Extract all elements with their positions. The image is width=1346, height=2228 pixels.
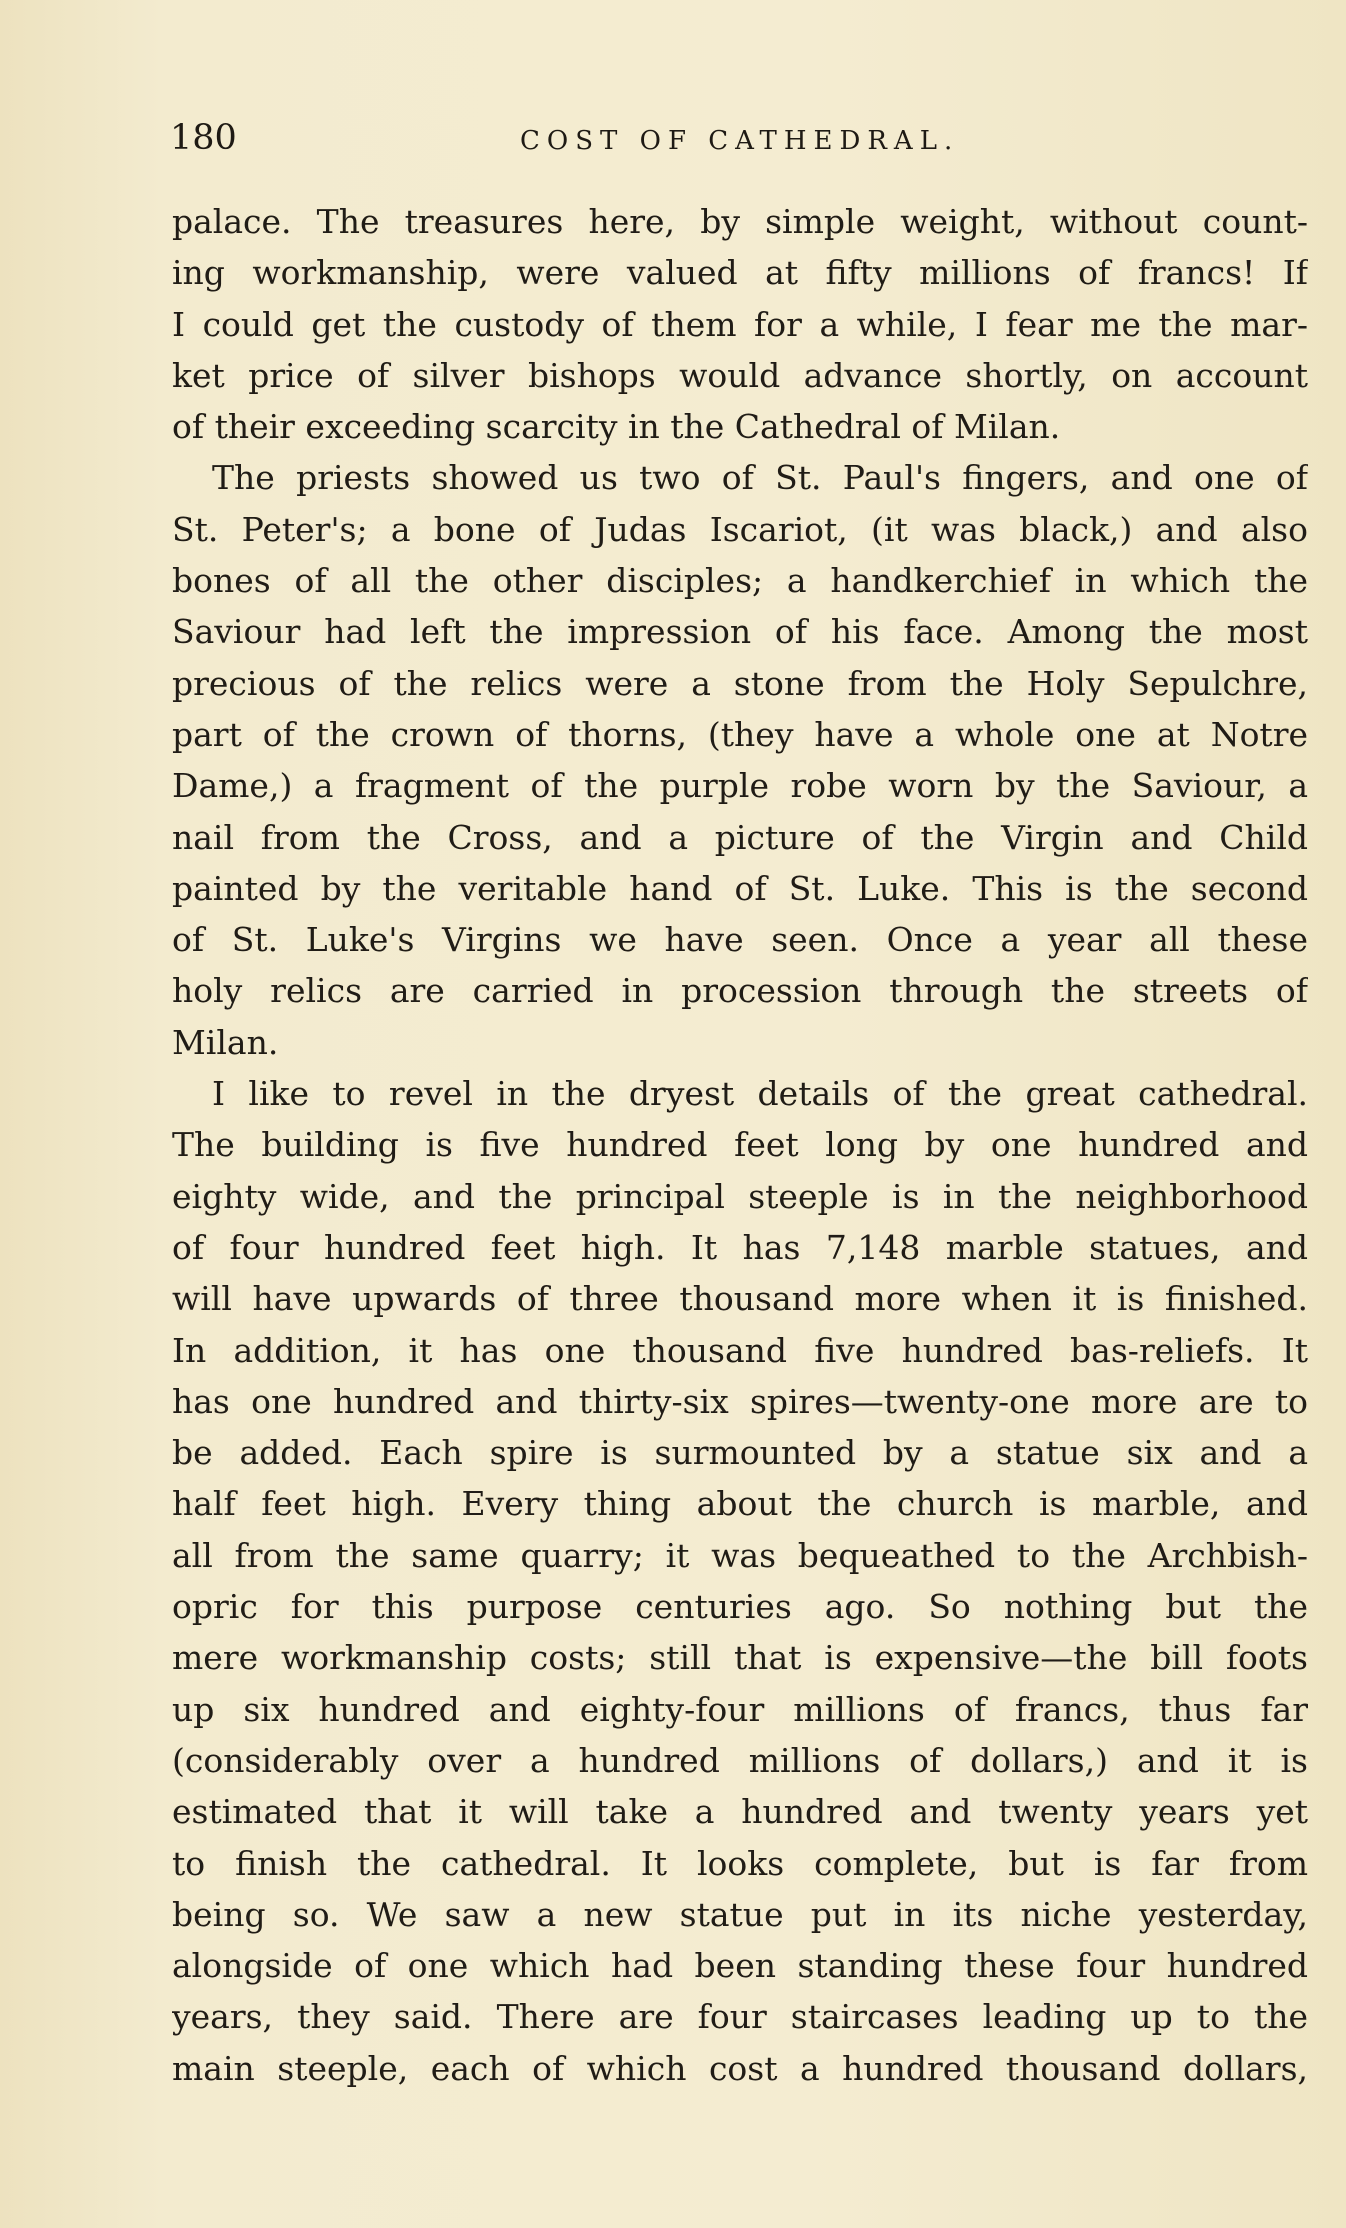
text-line: (considerably over a hundred millions of dollars,) and it is — [172, 1740, 1308, 1780]
text-line: main steeple, each of which cost a hundred thousand dollars, — [172, 2048, 1308, 2088]
text-line: mere workmanship costs; still that is expensive—the bill foots — [172, 1638, 1308, 1678]
page-header — [170, 118, 1170, 178]
text-line: ket price of silver bishops would advance shortly, on account — [172, 355, 1308, 395]
text-line: years, they said. There are four staircases leading up to the — [172, 1997, 1308, 2037]
text-line: Milan. — [172, 1022, 279, 1062]
text-line: Saviour had left the impression of his face. Among the most — [172, 612, 1308, 652]
text-line: bones of all the other disciples; a handkerchief in which the — [172, 561, 1308, 601]
text-line: to finish the cathedral. It looks complete, but is far from — [172, 1843, 1308, 1883]
text-line: part of the crown of thorns, (they have a whole one at Notre — [172, 714, 1308, 754]
text-line: be added. Each spire is surmounted by a statue six and a — [172, 1433, 1308, 1473]
text-line: has one hundred and thirty-six spires—twenty-one more are to — [172, 1381, 1308, 1421]
text-line: painted by the veritable hand of St. Luke. This is the second — [172, 868, 1308, 908]
text-line: The building is five hundred feet long by one hundred and — [172, 1125, 1308, 1165]
text-line: alongside of one which had been standing these four hundred — [172, 1946, 1308, 1986]
text-line: The priests showed us two of St. Paul's fingers, and one of — [212, 458, 1308, 498]
text-line: I like to revel in the dryest details of the great cathedral. — [212, 1074, 1308, 1114]
page-number: 180 — [170, 118, 237, 158]
text-line: precious of the relics were a stone from the Holy Sepulchre, — [172, 663, 1308, 703]
text-line: of four hundred feet high. It has 7,148 marble statues, and — [172, 1227, 1308, 1267]
text-line: estimated that it will take a hundred and twenty years yet — [172, 1792, 1308, 1832]
body-text — [172, 196, 1308, 2094]
text-line: half feet high. Every thing about the church is marble, and — [172, 1484, 1308, 1524]
text-line: holy relics are carried in procession through the streets of — [172, 971, 1308, 1011]
text-line: Dame,) a fragment of the purple robe worn by the Saviour, a — [172, 766, 1308, 806]
text-line: all from the same quarry; it was bequeathed to the Archbish- — [172, 1535, 1308, 1575]
text-line: I could get the custody of them for a while, I fear me the mar- — [172, 304, 1308, 344]
text-line: up six hundred and eighty-four millions of francs, thus far — [172, 1689, 1308, 1729]
running-head: COST OF CATHEDRAL. — [520, 126, 960, 156]
text-line: of their exceeding scarcity in the Cathedral of Milan. — [172, 407, 1061, 447]
text-line: opric for this purpose centuries ago. So nothing but the — [172, 1587, 1308, 1627]
text-line: being so. We saw a new statue put in its niche yesterday, — [172, 1894, 1308, 1934]
text-line: In addition, it has one thousand five hundred bas-reliefs. It — [172, 1330, 1308, 1370]
text-line: eighty wide, and the principal steeple is in the neighborhood — [172, 1176, 1308, 1216]
text-line: nail from the Cross, and a picture of the Virgin and Child — [172, 817, 1308, 857]
text-line: palace. The treasures here, by simple weight, without count- — [172, 202, 1308, 241]
text-line: of St. Luke's Virgins we have seen. Once a year all these — [172, 920, 1308, 960]
text-line: St. Peter's; a bone of Judas Iscariot, (it was black,) and also — [172, 509, 1308, 549]
text-line: will have upwards of three thousand more when it is finished. — [172, 1279, 1308, 1319]
text-line: ing workmanship, were valued at fifty millions of francs! If — [172, 253, 1308, 293]
